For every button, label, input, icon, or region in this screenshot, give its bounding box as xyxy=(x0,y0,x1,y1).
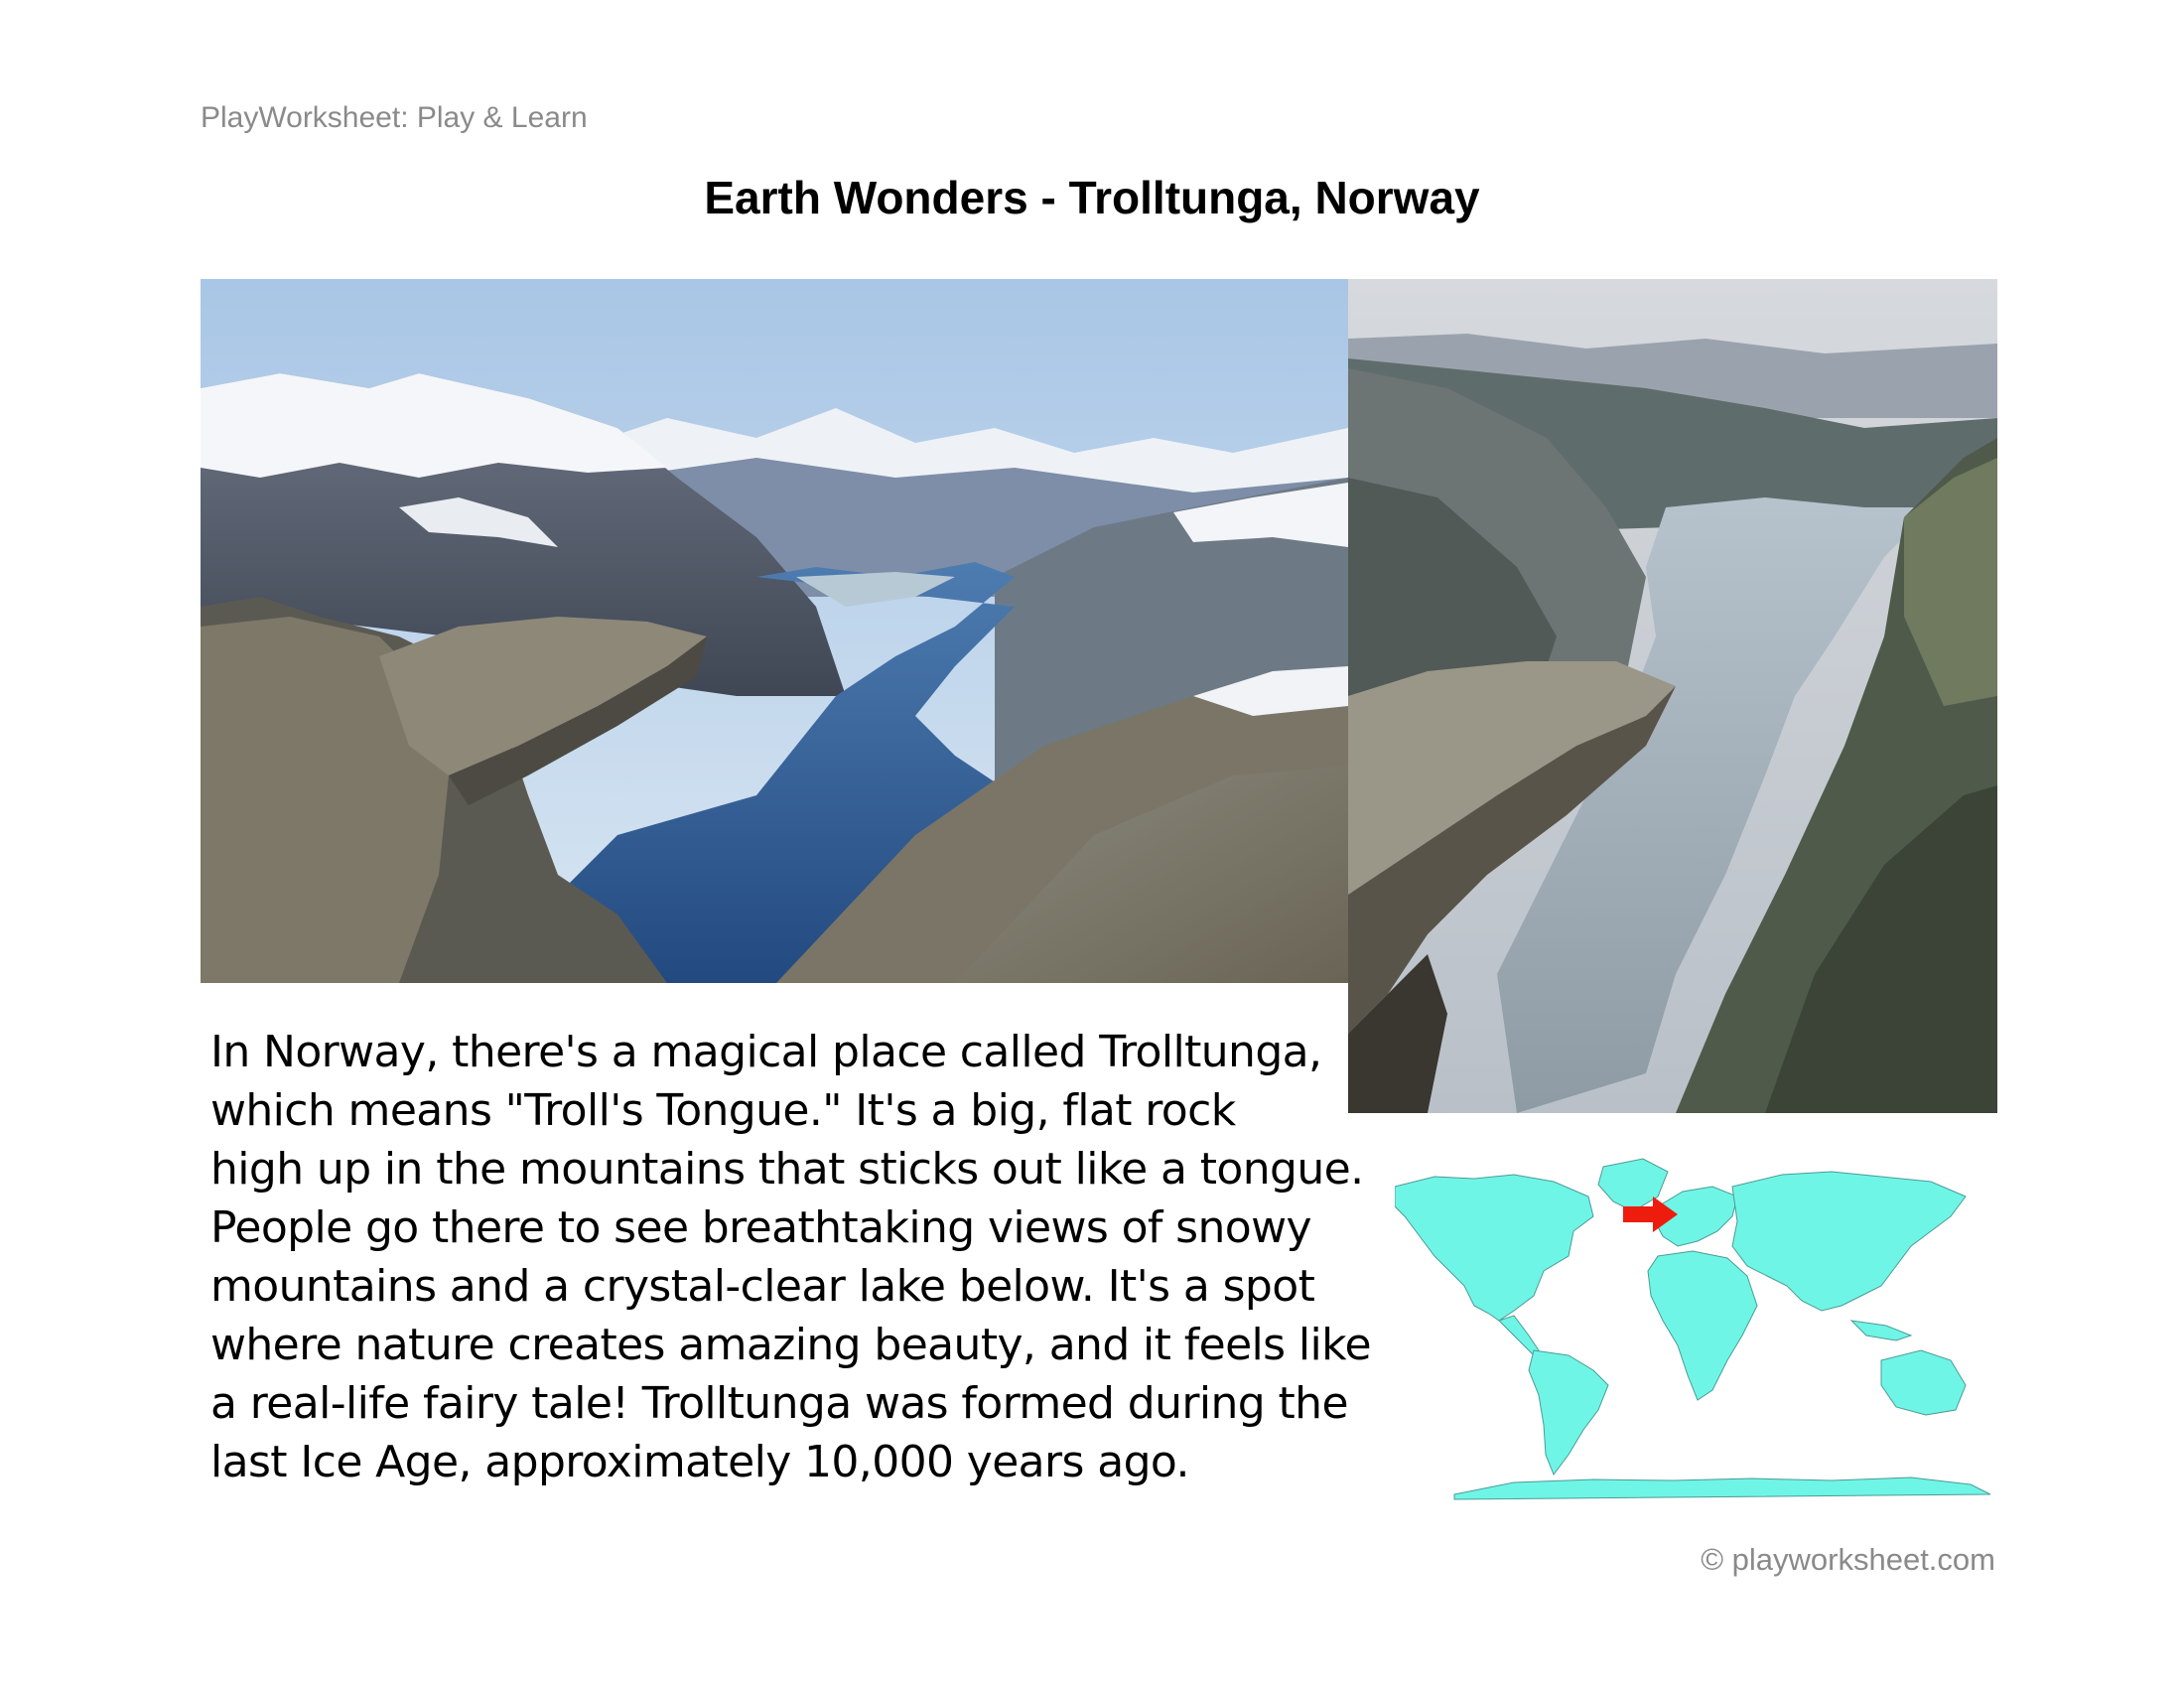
australia-shape xyxy=(1881,1350,1966,1415)
trolltunga-photo-ledge xyxy=(1348,279,1997,1113)
world-map xyxy=(1395,1147,2000,1504)
description-line: a real-life fairy tale! Trolltunga was formed during the xyxy=(210,1378,1348,1429)
description-line: where nature creates amazing beauty, and it feels like xyxy=(210,1320,1371,1370)
asia-shape xyxy=(1732,1172,1966,1311)
description-paragraph xyxy=(210,1023,1382,1491)
trolltunga-photo-panorama xyxy=(201,279,1348,983)
description-line: People go there to see breathtaking views of snowy xyxy=(210,1202,1311,1253)
page-title: Earth Wonders - Trolltunga, Norway xyxy=(704,172,1480,223)
south-america-shape xyxy=(1529,1350,1608,1475)
africa-shape xyxy=(1648,1251,1757,1400)
description-line: mountains and a crystal-clear lake below. It's a spot xyxy=(210,1261,1315,1312)
description-line: last Ice Age, approximately 10,000 years ago. xyxy=(210,1437,1189,1487)
copyright-footer: © playworksheet.com xyxy=(1701,1542,1995,1577)
central-america-shape xyxy=(1499,1316,1539,1355)
north-america-shape xyxy=(1395,1175,1593,1321)
description-line: which means "Troll's Tongue." It's a big, flat rock xyxy=(210,1085,1236,1136)
description-line: In Norway, there's a magical place called Trolltunga, xyxy=(210,1027,1322,1077)
description-line: high up in the mountains that sticks out like a tongue. xyxy=(210,1144,1364,1195)
brand-header: PlayWorksheet: Play & Learn xyxy=(201,101,588,134)
indonesia-shape xyxy=(1851,1321,1911,1340)
antarctica-shape xyxy=(1454,1477,1990,1499)
